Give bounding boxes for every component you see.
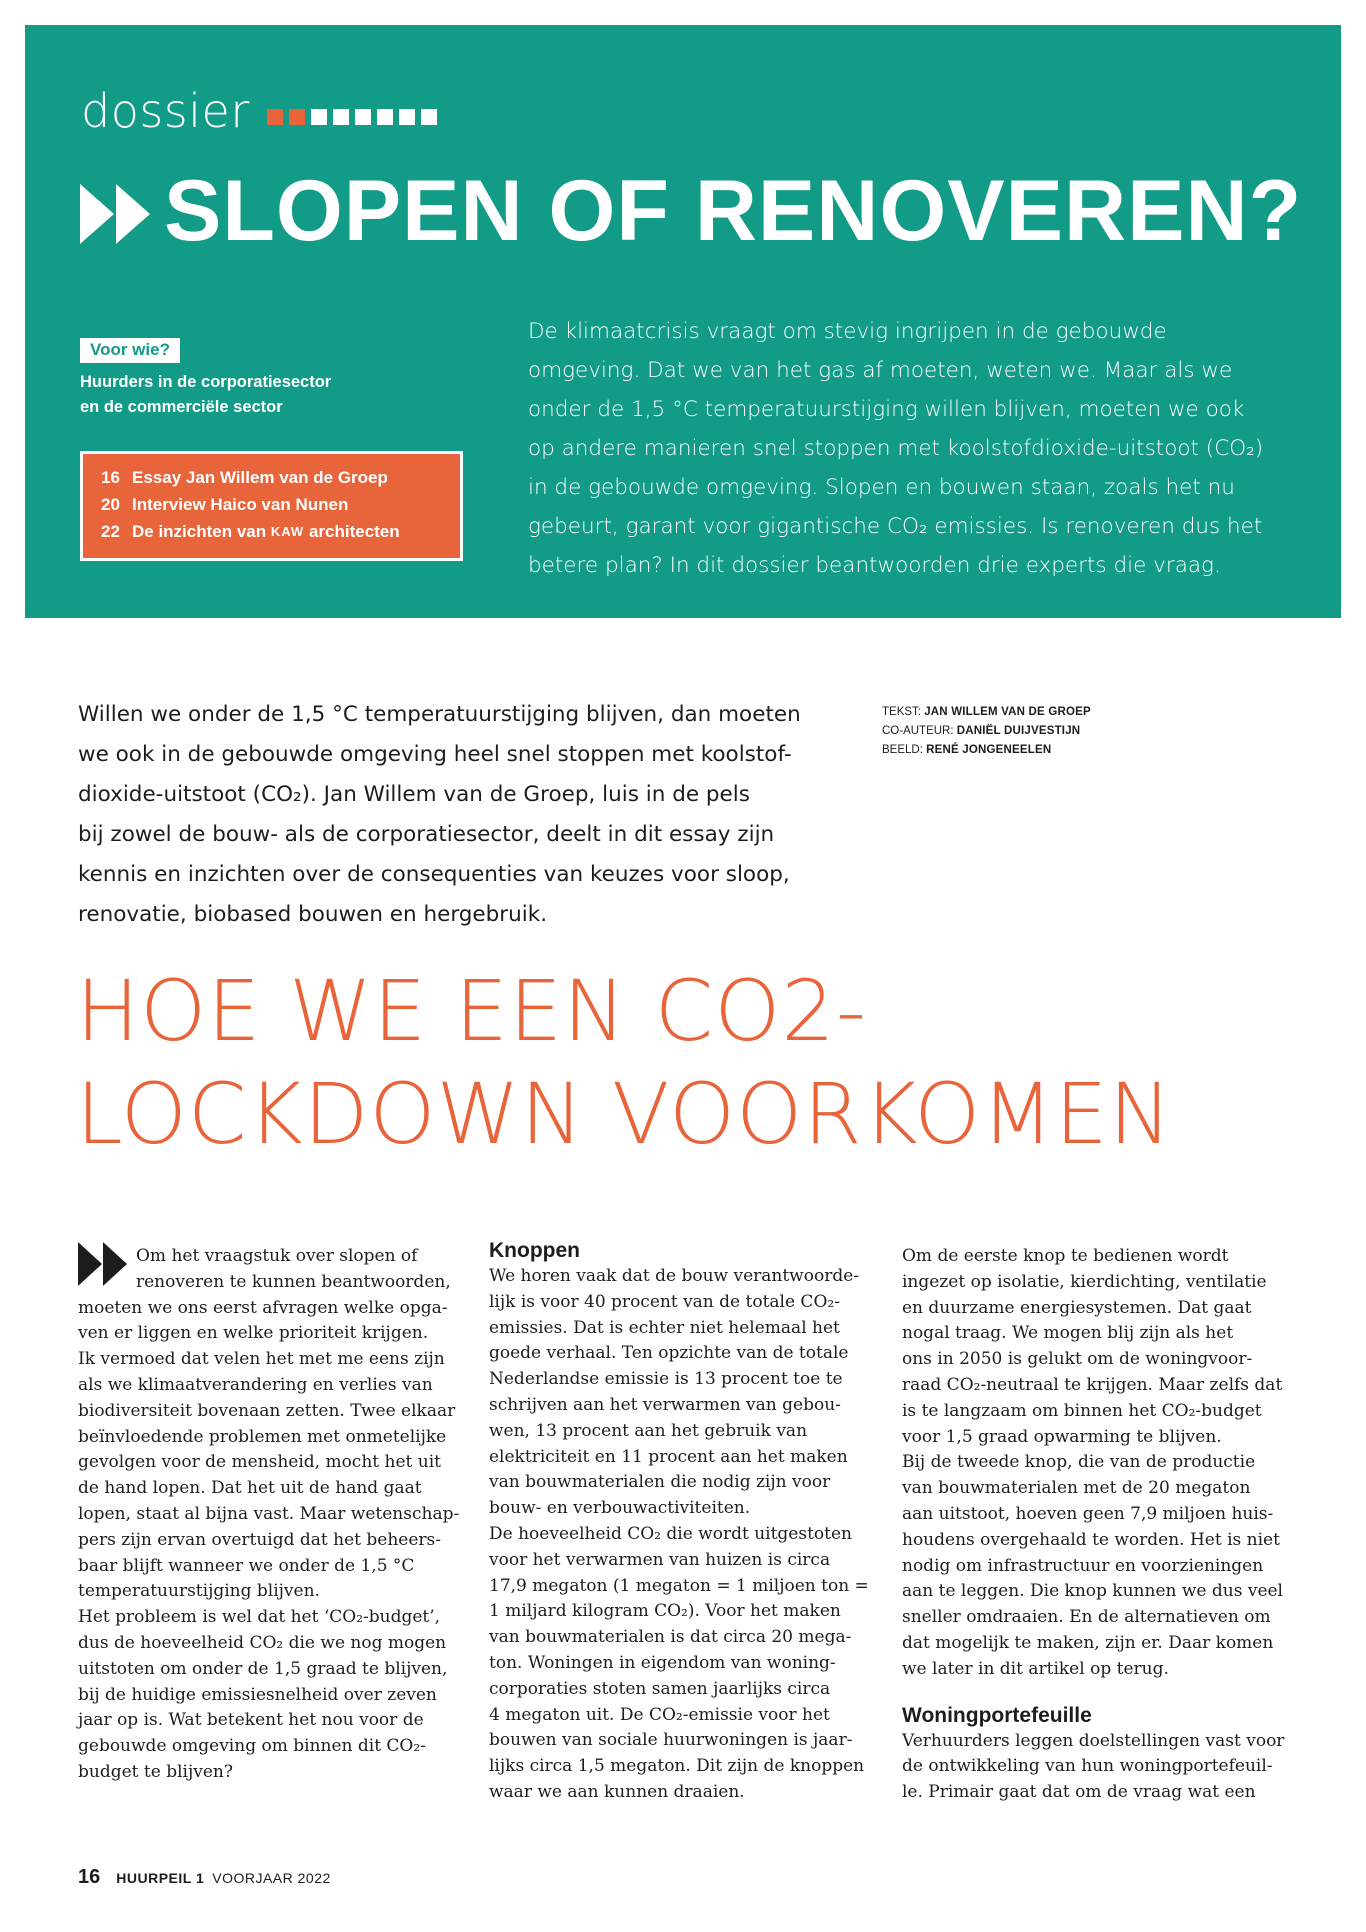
body-line: van bouwmaterialen die nodig zijn voor: [489, 1472, 831, 1493]
lede-line: De klimaatcrisis vraagt om stevig ingrijpen in de gebouwde: [528, 319, 1167, 344]
body-line: waar we aan kunnen draaien.: [489, 1781, 745, 1802]
dossier-lede: [528, 312, 1318, 585]
body-line: de hand lopen. Dat het uit de hand gaat: [78, 1478, 422, 1499]
toc-page: 16: [101, 468, 120, 487]
body-line: we later in dit artikel op terug.: [902, 1658, 1169, 1679]
body-line: van bouwmaterialen met de 20 megaton: [902, 1478, 1251, 1499]
square-empty: [399, 109, 415, 125]
square-filled: [289, 109, 305, 125]
dossier-header: [25, 25, 1341, 618]
body-line: lijk is voor 40 procent van de totale CO₂-: [489, 1291, 840, 1312]
toc-text: Interview Haico van Nunen: [132, 495, 349, 514]
lede-line: betere plan? In dit dossier beantwoorden drie experts die vraag.: [528, 553, 1221, 578]
audience-line: en de commerciële sector: [80, 398, 283, 416]
body-line: voor 1,5 graad opwarming te blijven.: [902, 1426, 1222, 1447]
square-empty: [377, 109, 393, 125]
body-line: Bij de tweede knop, die van de productie: [902, 1452, 1256, 1473]
dossier-title: SLOPEN OF RENOVEREN?: [164, 163, 1303, 259]
page-number: 16: [78, 1866, 101, 1888]
credit-line: [882, 741, 1172, 760]
intro-line: bij zowel de bouw- als de corporatiesector, deelt in dit essay zijn: [78, 822, 775, 847]
body-line: Het probleem is wel dat het ‘CO₂-budget’,: [78, 1607, 441, 1628]
body-line: de ontwikkeling van hun woningportefeuil-: [902, 1756, 1273, 1777]
section-heading-knoppen: Knoppen: [489, 1239, 580, 1262]
square-empty: [421, 109, 437, 125]
credit-value: RENÉ JONGENEELEN: [926, 744, 1052, 756]
body-line: is te langzaam om binnen het CO₂-budget: [902, 1400, 1262, 1421]
article-title: [76, 960, 1326, 1166]
lede-line: in de gebouwde omgeving. Slopen en bouwen staan, zoals het nu: [528, 475, 1235, 500]
body-line: houdens overgehaald te worden. Het is niet: [902, 1529, 1280, 1550]
body-line: goede verhaal. Ten opzichte van de totale: [489, 1343, 849, 1364]
body-line: Om het vraagstuk over slopen of: [136, 1246, 418, 1266]
credit-label: TEKST:: [882, 706, 921, 718]
body-line: baar blijft wanneer we onder de 1,5 °C: [78, 1555, 415, 1576]
body-line: schrijven aan het verwarmen van gebou-: [489, 1394, 841, 1415]
body-line: dus de hoeveelheid CO₂ die we nog mogen: [78, 1632, 447, 1653]
body-line: 17,9 megaton (1 megaton = 1 miljoen ton =: [489, 1575, 869, 1596]
article-intro: [78, 695, 848, 935]
credit-line: [882, 703, 1172, 722]
body-line: Nederlandse emissie is 13 procent toe te: [489, 1369, 843, 1390]
body-line: We horen vaak dat de bouw verantwoorde-: [489, 1266, 860, 1286]
credit-value: JAN WILLEM VAN DE GROEP: [924, 706, 1091, 718]
body-line: pers zijn ervan overtuigd dat het beheers-: [78, 1529, 442, 1550]
intro-line: dioxide-uitstoot (CO₂). Jan Willem van de Groep, luis in de pels: [78, 782, 750, 807]
credit-value: DANIËL DUIJVESTIJN: [956, 725, 1081, 737]
body-column-3: [902, 1244, 1285, 1806]
body-line: aan te leggen. Die knop kunnen we dus veel: [902, 1581, 1283, 1602]
toc-text-smallcaps: KAW: [270, 524, 305, 539]
section-heading-woningportefeuille: Woningportefeuille: [902, 1703, 1092, 1727]
body-line: en duurzame energiesystemen. Dat gaat: [902, 1297, 1252, 1318]
body-line: bouwen van sociale huurwoningen is jaar-: [489, 1730, 853, 1751]
body-line: jaar op is. Wat betekent het nou voor de: [78, 1710, 424, 1731]
body-line: 1 miljard kilogram CO₂). Voor het maken: [489, 1601, 841, 1622]
body-column-2: [489, 1238, 874, 1806]
body-line: raad CO₂-neutraal te krijgen. Maar zelfs dat: [902, 1374, 1283, 1395]
progress-squares: [267, 109, 437, 125]
article-title-line: LOCKDOWN VOORKOMEN: [76, 1065, 1173, 1163]
square-filled: [267, 109, 283, 125]
article-credits: [882, 703, 1172, 760]
body-line: le. Primair gaat dat om de vraag wat een: [902, 1782, 1256, 1803]
body-line: uitstoten om onder de 1,5 graad te blijven,: [78, 1658, 448, 1679]
body-line: lopen, staat al bijna vast. Maar wetenschap-: [78, 1503, 460, 1524]
lede-line: omgeving. Dat we van het gas af moeten, weten we. Maar als we: [528, 358, 1233, 383]
body-line: lijks circa 1,5 megaton. Dit zijn de knoppen: [489, 1756, 865, 1777]
body-line: nodig om infrastructuur en voorzieningen: [902, 1555, 1264, 1576]
body-line: nogal traag. We mogen blij zijn als het: [902, 1323, 1234, 1344]
magazine-name: HUURPEIL 1: [116, 1870, 205, 1886]
body-line: ons in 2050 is gelukt om de woningvoor-: [902, 1349, 1253, 1370]
intro-line: we ook in de gebouwde omgeving heel snel stoppen met koolstof-: [78, 742, 792, 767]
square-empty: [311, 109, 327, 125]
body-line: gebouwde omgeving om binnen dit CO₂-: [78, 1736, 426, 1757]
toc-item[interactable]: [101, 464, 460, 491]
body-line: voor het verwarmen van huizen is circa: [489, 1549, 831, 1570]
toc-item[interactable]: [101, 518, 460, 545]
toc-text: De inzichten van: [132, 522, 271, 541]
issue-label: VOORJAAR 2022: [212, 1870, 331, 1886]
body-line: biodiversiteit bovenaan zetten. Twee elkaar: [78, 1400, 456, 1421]
body-line: Verhuurders leggen doelstellingen vast voor: [902, 1730, 1285, 1751]
square-empty: [355, 109, 371, 125]
body-line: ingezet op isolatie, kierdichting, ventilatie: [902, 1271, 1267, 1292]
body-line: wen, 13 procent aan het gebruik van: [489, 1420, 808, 1441]
credit-label: BEELD:: [882, 744, 923, 756]
fast-forward-icon: [80, 184, 154, 244]
body-line: De hoeveelheid CO₂ die wordt uitgestoten: [489, 1523, 853, 1544]
audience-line: Huurders in de corporatiesector: [80, 373, 332, 391]
body-line: budget te blijven?: [78, 1761, 233, 1782]
intro-line: renovatie, biobased bouwen en hergebruik.: [78, 902, 548, 927]
toc-page: 20: [101, 495, 120, 514]
body-line: corporaties stoten samen jaarlijks circa: [489, 1678, 831, 1699]
audience-label: Voor wie?: [80, 338, 180, 363]
dossier-kicker: dossier: [81, 84, 250, 138]
toc-page: 22: [101, 522, 120, 541]
body-line: ton. Woningen in eigendom van woning-: [489, 1652, 836, 1673]
body-line: dat mogelijk te maken, zijn er. Daar komen: [902, 1632, 1274, 1653]
intro-line: Willen we onder de 1,5 °C temperatuurstijging blijven, dan moeten: [78, 702, 801, 727]
toc-item[interactable]: [101, 491, 460, 518]
body-line: elektriciteit en 11 procent aan het maken: [489, 1446, 848, 1467]
body-line: als we klimaatverandering en verlies van: [78, 1374, 433, 1395]
table-of-contents: [80, 451, 463, 561]
body-line: gevolgen voor de mensheid, mocht het uit: [78, 1452, 441, 1473]
body-line: temperatuurstijging blijven.: [78, 1581, 320, 1602]
body-line: emissies. Dat is echter niet helemaal het: [489, 1317, 840, 1338]
body-line: bouw- en verbouwactiviteiten.: [489, 1498, 751, 1519]
body-line: van bouwmaterialen is dat circa 20 mega-: [489, 1627, 852, 1648]
audience-text: [80, 370, 410, 420]
lede-line: op andere manieren snel stoppen met koolstofdioxide-uitstoot (CO₂): [528, 436, 1264, 461]
body-line: beïnvloedende problemen met onmetelijke: [78, 1426, 447, 1447]
body-line: sneller omdraaien. En de alternatieven om: [902, 1607, 1271, 1628]
body-line: ven er liggen en welke prioriteit krijgen.: [78, 1323, 429, 1344]
lede-line: gebeurt, garant voor gigantische CO₂ emissies. Is renoveren dus het: [528, 514, 1263, 539]
body-line: aan uitstoot, hoeven geen 7,9 miljoen huis-: [902, 1503, 1274, 1524]
body-column-1: [78, 1244, 460, 1786]
credit-line: [882, 722, 1172, 741]
body-line: Om de eerste knop te bedienen wordt: [902, 1246, 1229, 1266]
square-empty: [333, 109, 349, 125]
body-line: renoveren te kunnen beantwoorden,: [136, 1271, 451, 1292]
body-line: Ik vermoed dat velen het met me eens zijn: [78, 1349, 445, 1370]
credit-label: CO-AUTEUR:: [882, 725, 954, 737]
lede-line: onder de 1,5 °C temperatuurstijging willen blijven, moeten we ook: [528, 397, 1245, 422]
article-title-line: HOE WE EEN CO2-: [76, 962, 868, 1060]
toc-text: Essay Jan Willem van de Groep: [132, 468, 388, 487]
body-line: 4 megaton uit. De CO₂-emissie voor het: [489, 1704, 830, 1725]
toc-text-tail: architecten: [304, 522, 400, 541]
body-line: moeten we ons eerst afvragen welke opga-: [78, 1297, 448, 1318]
intro-line: kennis en inzichten over de consequenties van keuzes voor sloop,: [78, 862, 790, 887]
body-line: bij de huidige emissiesnelheid over zeven: [78, 1684, 437, 1705]
page-footer: [78, 1866, 331, 1889]
